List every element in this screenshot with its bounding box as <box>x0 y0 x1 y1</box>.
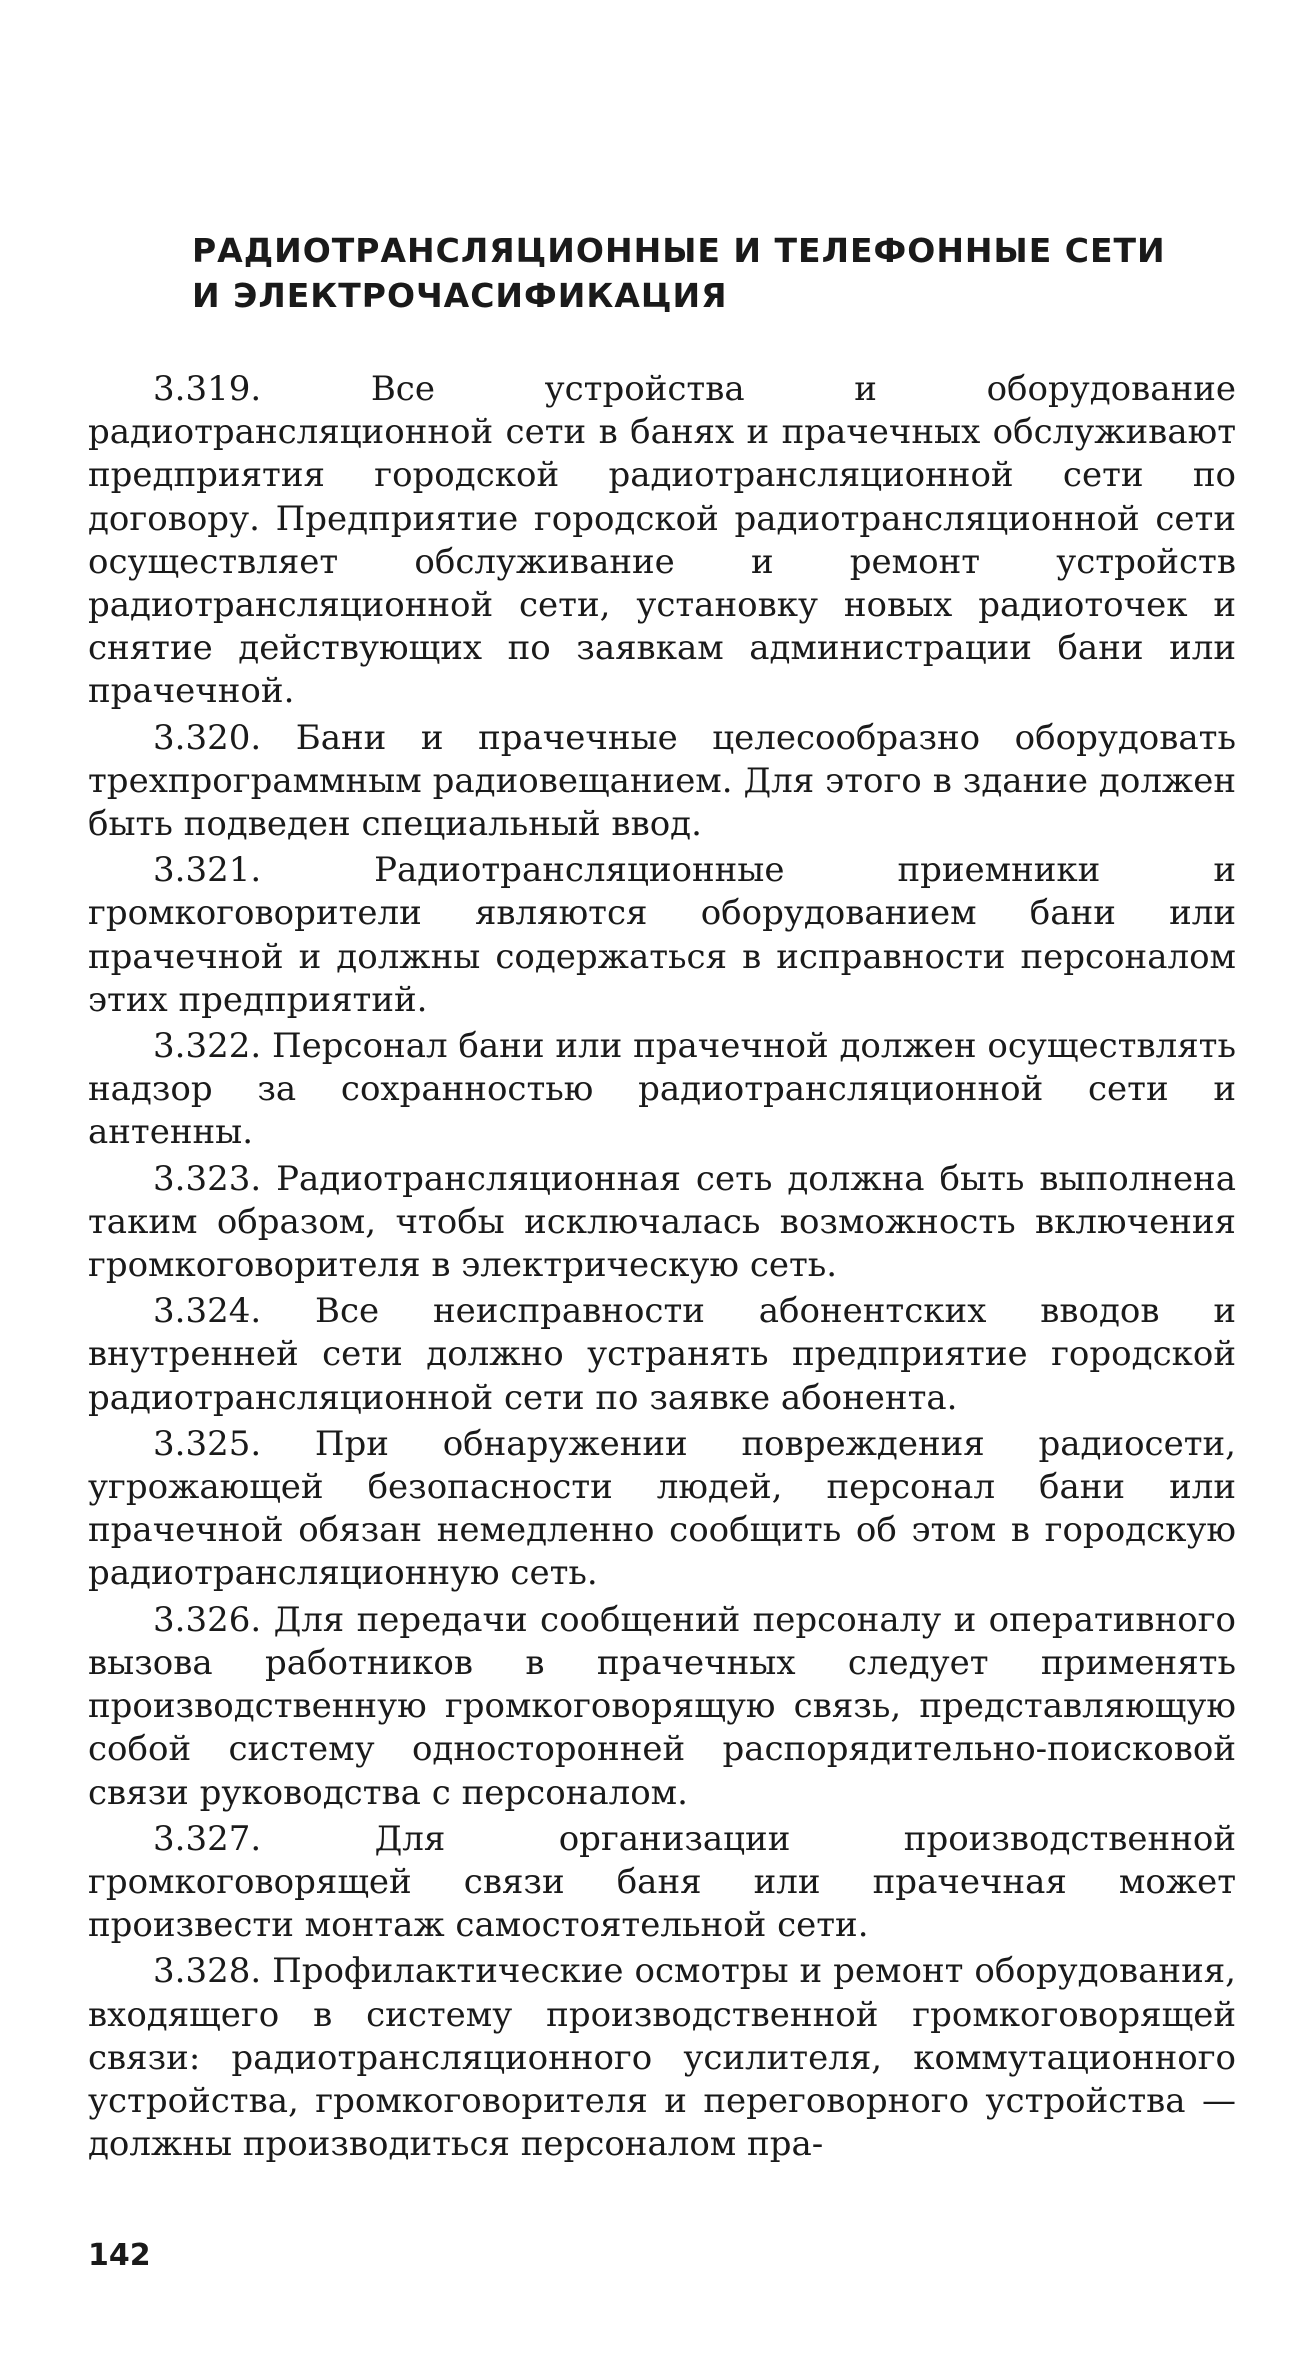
section-heading-line-1: РАДИОТРАНСЛЯЦИОННЫЕ И ТЕЛЕФОННЫЕ СЕТИ <box>192 231 1166 270</box>
section-heading <box>192 228 1192 318</box>
paragraph-text: Все устройства и оборудование радиотрансляционной сети в банях и прачечных обслуживают предприятия городской радиотрансляционной сети по договору. Предприятие городской радиотрансляционной сети осуществляет обслуживание и ремонт устройств радиотрансляционной сети, установку новых радиоточек и снятие действующих по заявкам администрации бани или прачечной. <box>88 369 1237 712</box>
paragraph-number: 3.325. <box>153 1423 262 1464</box>
paragraph-3-320 <box>88 717 1236 847</box>
paragraph-text: Для передачи сообщений персоналу и оперативного вызова работников в прачечных следует применять производственную громкоговорящую связь, представляющую собой систему односторонней распорядительно-поисковой связи руководства с персоналом. <box>88 1599 1236 1813</box>
section-heading-line-2: И ЭЛЕКТРОЧАСИФИКАЦИЯ <box>192 276 728 315</box>
paragraph-3-324 <box>88 1290 1236 1420</box>
paragraph-3-325 <box>88 1423 1236 1596</box>
paragraph-number: 3.326. <box>153 1599 262 1640</box>
paragraph-text: Персонал бани или прачечной должен осуществлять надзор за сохранностью радиотрансляционной сети и антенны. <box>88 1026 1236 1153</box>
paragraph-text: Профилактические осмотры и ремонт оборудования, входящего в систему производственной громкоговорящей связи: радиотрансляционного усилителя, коммутационного устройства, громкоговорителя и переговорного устройства — должны производиться персоналом пра- <box>88 1951 1236 2165</box>
paragraph-text: Бани и прачечные целесообразно оборудовать трехпрограммным радиовещанием. Для этого в здание должен быть подведен специальный ввод. <box>88 717 1236 845</box>
paragraph-number: 3.321. <box>153 850 262 891</box>
paragraph-number: 3.327. <box>153 1818 262 1859</box>
paragraph-number: 3.323. <box>153 1158 262 1199</box>
paragraph-text: Все неисправности абонентских вводов и внутренней сети должно устранять предприятие городской радиотрансляционной сети по заявке абонента. <box>88 1291 1236 1418</box>
paragraph-3-326 <box>88 1599 1236 1815</box>
paragraph-3-319 <box>88 368 1236 714</box>
paragraph-3-321 <box>88 849 1236 1022</box>
paragraph-number: 3.328. <box>153 1951 262 1992</box>
paragraph-3-328 <box>88 1950 1236 2166</box>
paragraph-3-323 <box>88 1158 1236 1288</box>
page-number: 142 <box>88 2238 151 2273</box>
paragraph-text: Радиотрансляционная сеть должна быть выполнена таким образом, чтобы исключалась возможность включения громкоговорителя в электрическую сеть. <box>88 1158 1236 1286</box>
paragraph-3-327 <box>88 1818 1236 1948</box>
paragraph-3-322 <box>88 1025 1236 1155</box>
paragraph-number: 3.320. <box>153 717 262 758</box>
paragraph-number: 3.322. <box>153 1026 262 1067</box>
paragraph-text: При обнаружении повреждения радиосети, угрожающей безопасности людей, персонал бани или прачечной обязан немедленно сообщить об этом в городскую радиотрансляционную сеть. <box>88 1423 1236 1594</box>
paragraph-number: 3.319. <box>153 369 262 409</box>
paragraph-number: 3.324. <box>153 1291 262 1332</box>
body-text <box>88 368 1236 2166</box>
paragraph-text: Радиотрансляционные приемники и громкоговорители являются оборудованием бани или прачечной и должны содержаться в исправности персоналом этих предприятий. <box>88 850 1236 1020</box>
paragraph-text: Для организации производственной громкоговорящей связи баня или прачечная может произвести монтаж самостоятельной сети. <box>88 1818 1236 1946</box>
